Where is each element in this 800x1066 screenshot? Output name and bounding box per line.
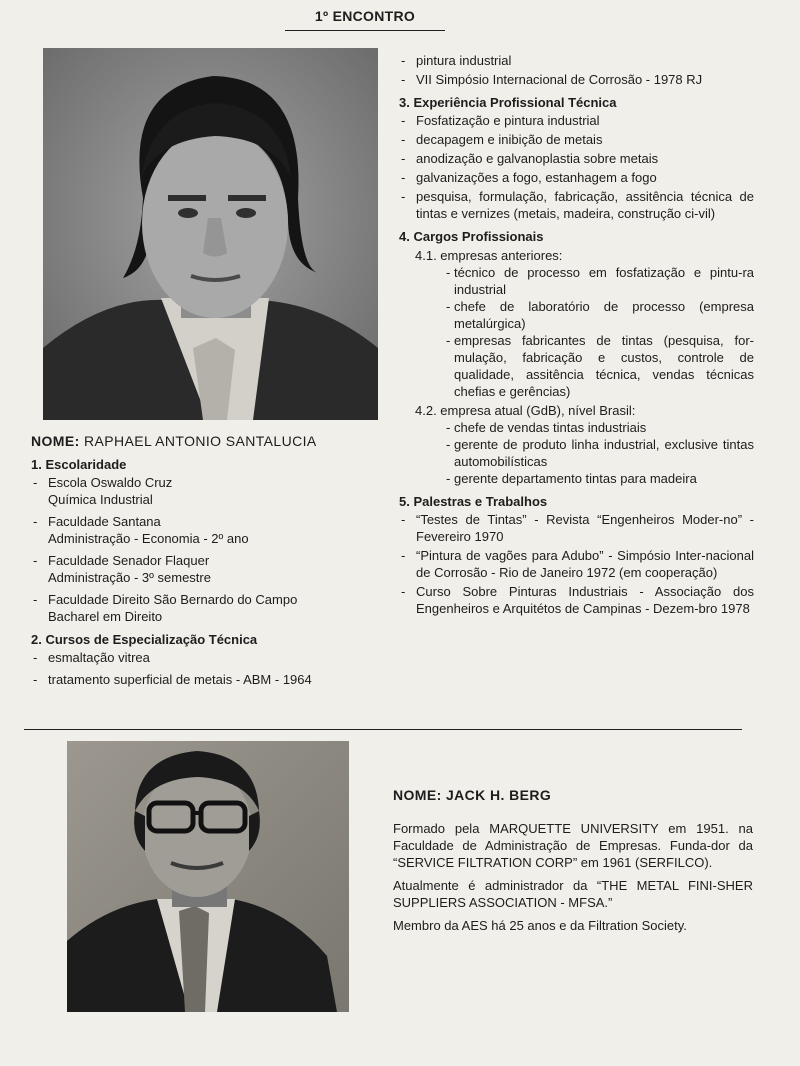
profile-1-left-column <box>31 433 381 693</box>
name-label: NOME: <box>31 433 80 449</box>
profile-1-name: RAPHAEL ANTONIO SANTALUCIA <box>83 433 317 449</box>
list-item: - VII Simpósio Internacional de Corrosão - 1978 RJ <box>399 71 754 88</box>
school-name: - Faculdade Santana <box>48 514 161 529</box>
list-item <box>31 474 381 508</box>
section-3-list <box>399 112 754 222</box>
list-item <box>31 513 381 547</box>
portrait-photo-2 <box>67 741 349 1012</box>
list-item: - anodização e galvanoplastia sobre metais <box>399 150 754 167</box>
course-name: Administração - Economia - 2º ano <box>48 531 249 546</box>
list-item: - pesquisa, formulação, fabricação, assitência técnica de tintas e vernizes (metais, madeira, construção ci-vil) <box>399 188 754 222</box>
section-1-list <box>31 474 381 625</box>
section-2-list-part-1 <box>31 649 381 688</box>
bio-paragraph: Atualmente é administrador da “THE METAL FINI-SHER SUPPLIERS ASSOCIATION - MFSA.” <box>393 878 753 910</box>
section-2-title: 2. Cursos de Especialização Técnica <box>31 632 258 647</box>
list-item <box>31 591 381 625</box>
list-item: - Fosfatização e pintura industrial <box>399 112 754 129</box>
list-item: - “Pintura de vagões para Adubo” - Simpósio Inter-nacional de Corrosão - Rio de Janeiro 1972 (em cooperação) <box>399 547 754 581</box>
course-name: Química Industrial <box>48 492 153 507</box>
profile-1-name-line <box>31 433 381 450</box>
subsection-4-1-list <box>446 264 754 400</box>
list-item: - chefe de laboratório de processo (empresa metalúrgica) <box>446 298 754 332</box>
header-underline <box>285 30 445 31</box>
section-1-title: 1. Escolaridade <box>31 457 127 472</box>
name-label: NOME: <box>393 787 442 803</box>
list-item: - galvanizações a fogo, estanhagem a fogo <box>399 169 754 186</box>
subsection-4-2-label: 4.2. empresa atual (GdB), nível Brasil: <box>415 403 636 418</box>
subsection-4-1-label: 4.1. empresas anteriores: <box>415 248 563 263</box>
page-header: 1º ENCONTRO <box>314 8 416 24</box>
list-item: - gerente de produto linha industrial, exclusive tintas automobilísticas <box>446 436 754 470</box>
course-name: Bacharel em Direito <box>48 609 163 624</box>
list-item: - decapagem e inibição de metais <box>399 131 754 148</box>
list-item: - técnico de processo em fosfatização e pintu-ra industrial <box>446 264 754 298</box>
profile-2-name: JACK H. BERG <box>445 787 552 803</box>
section-4-title: 4. Cargos Profissionais <box>399 229 544 244</box>
section-5-list <box>399 511 754 617</box>
list-item: - esmaltação vitrea <box>31 649 381 666</box>
list-item: - Curso Sobre Pinturas Industriais - Associação dos Engenheiros e Arquitétos de Campinas - Dezem-bro 1978 <box>399 583 754 617</box>
portrait-photo-1 <box>43 48 378 420</box>
section-5-title: 5. Palestras e Trabalhos <box>399 494 548 509</box>
subsection-4-2-list <box>446 419 754 487</box>
profile-2-text <box>393 787 753 940</box>
list-item: - empresas fabricantes de tintas (pesquisa, for-mulação, fabricação e custos, controle de qualidade, assitência técnica, vendas técnicas chefias e gerências) <box>446 332 754 400</box>
bio-paragraph: Formado pela MARQUETTE UNIVERSITY em 1951. na Faculdade de Administração de Empresas. Funda-dor da “SERVICE FILTRATION CORP” em 1961 (SERFILCO). <box>393 821 753 870</box>
list-item: - pintura industrial <box>399 52 754 69</box>
section-divider <box>24 729 742 730</box>
bio-paragraph: Membro da AES há 25 anos e da Filtration Society. <box>393 918 687 933</box>
school-name: - Faculdade Direito São Bernardo do Campo <box>48 592 298 607</box>
school-name: - Escola Oswaldo Cruz <box>48 475 173 490</box>
profile-1-right-column <box>399 52 754 619</box>
list-item: - chefe de vendas tintas industriais <box>446 419 754 436</box>
section-3-title: 3. Experiência Profissional Técnica <box>399 95 617 110</box>
course-name: Administração - 3º semestre <box>48 570 211 585</box>
list-item <box>31 552 381 586</box>
section-2-list-part-2 <box>399 52 754 88</box>
list-item: - tratamento superficial de metais - ABM - 1964 <box>31 671 381 688</box>
list-item: - gerente departamento tintas para madeira <box>446 470 754 487</box>
school-name: - Faculdade Senador Flaquer <box>48 553 210 568</box>
profile-2-name-line <box>393 787 753 804</box>
list-item: - “Testes de Tintas” - Revista “Engenheiros Moder-no” - Fevereiro 1970 <box>399 511 754 545</box>
